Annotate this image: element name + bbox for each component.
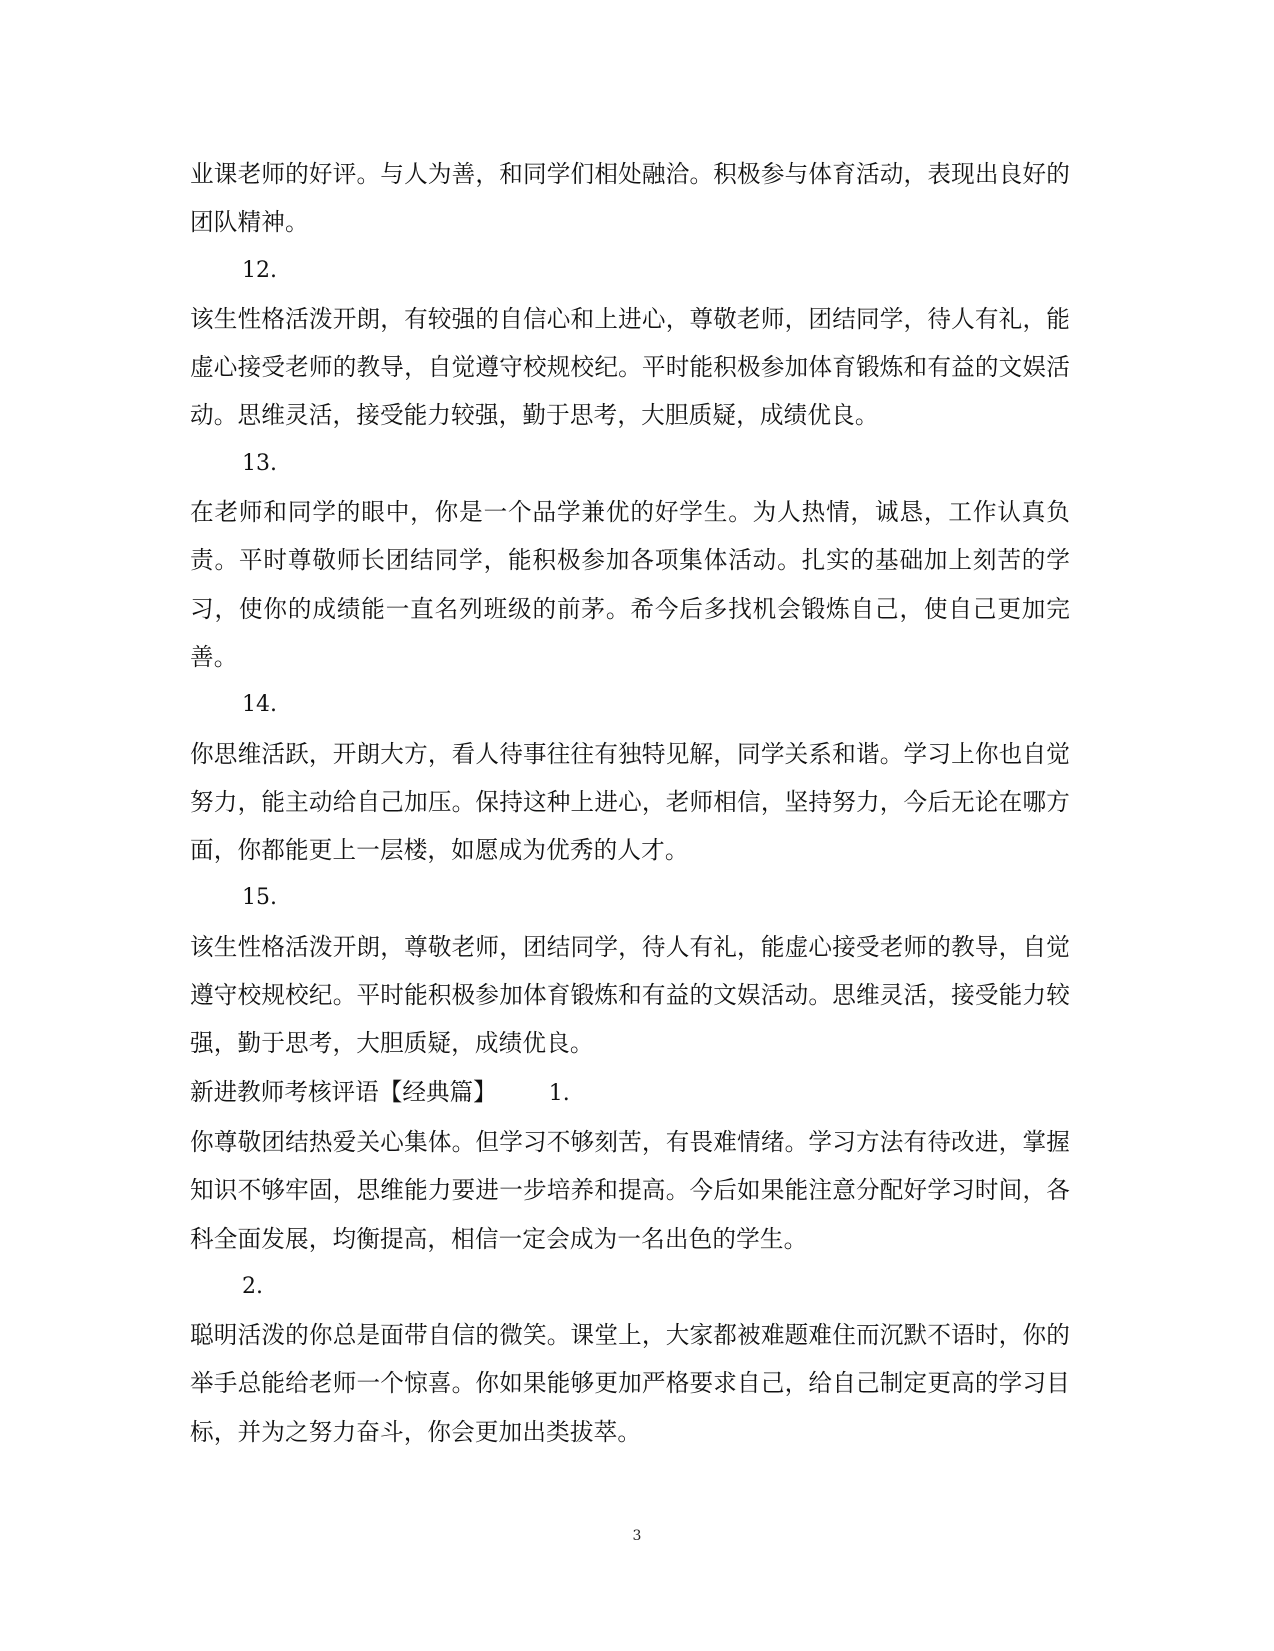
paragraph-1: 你尊敬团结热爱关心集体。但学习不够刻苦，有畏难情绪。学习方法有待改进，掌握知识不够牢固，思维能力要进一步培养和提高。今后如果能注意分配好学习时间，各科全面发展，均衡提高，相信一定会成为一名出色的学生。	[190, 1127, 1070, 1253]
paragraph-2: 聪明活泼的你总是面带自信的微笑。课堂上，大家都被难题难住而沉默不语时，你的举手总能给老师一个惊喜。你如果能够更加严格要求自己，给自己制定更高的学习目标，并为之努力奋斗，你会更加出类拔萃。	[190, 1321, 1070, 1446]
item-number-12: 12.	[242, 257, 277, 283]
paragraph-14: 你思维活跃，开朗大方，看人待事往往有独特见解，同学关系和谐。学习上你也自觉努力，能主动给自己加压。保持这种上进心，老师相信，坚持努力，今后无论在哪方面，你都能更上一层楼，如愿成为优秀的人才。	[190, 739, 1070, 865]
item-number-2: 2.	[242, 1273, 263, 1299]
item-number-14: 14.	[242, 692, 277, 718]
page-number: 3	[632, 1528, 642, 1544]
paragraph-13: 在老师和同学的眼中，你是一个品学兼优的好学生。为人热情，诚恳，工作认真负责。平时尊敬师长团结同学，能积极参加各项集体活动。扎实的基础加上刻苦的学习，使你的成绩能一直名列班级的前茅。希今后多找机会锻炼自己，使自己更加完善。	[190, 498, 1070, 671]
item-number-13: 13.	[242, 450, 277, 476]
section-heading: 新进教师考核评语【经典篇】	[190, 1077, 497, 1106]
paragraph-15: 该生性格活泼开朗，尊敬老师，团结同学，待人有礼，能虚心接受老师的教导，自觉遵守校规校纪。平时能积极参加体育锻炼和有益的文娱活动。思维灵活，接受能力较强，勤于思考，大胆质疑，成绩优良。	[190, 932, 1070, 1058]
section-heading-line	[190, 1068, 1070, 1118]
paragraph-12: 该生性格活泼开朗，有较强的自信心和上进心，尊敬老师，团结同学，待人有礼，能虚心接受老师的教导，自觉遵守校规校纪。平时能积极参加体育锻炼和有益的文娱活动。思维灵活，接受能力较强，勤于思考，大胆质疑，成绩优良。	[190, 304, 1070, 430]
document-body	[190, 150, 1070, 1456]
paragraph-continuation: 业课老师的好评。与人为善，和同学们相处融洽。积极参与体育活动，表现出良好的团队精神。	[190, 160, 1070, 237]
item-number-15: 15.	[242, 885, 277, 911]
item-number-1: 1.	[548, 1080, 570, 1106]
